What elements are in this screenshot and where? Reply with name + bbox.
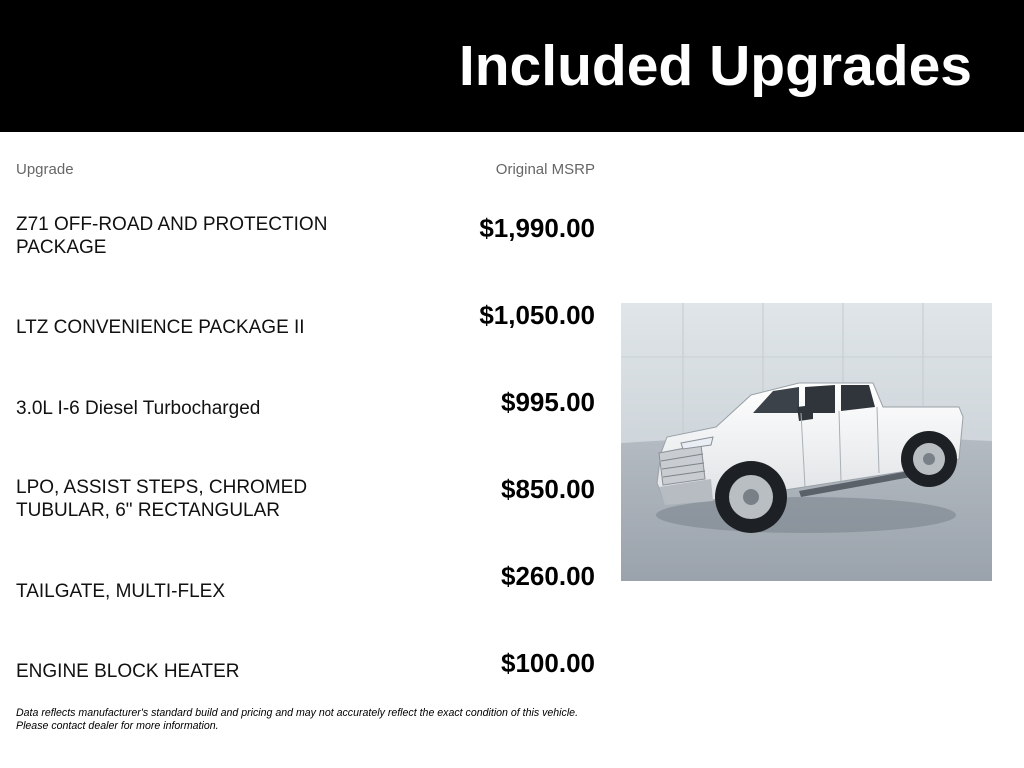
upgrade-price: $100.00	[501, 648, 595, 678]
upgrade-name: TAILGATE, MULTI-FLEX	[16, 581, 226, 602]
header-bar	[0, 0, 1024, 132]
upgrade-name: 3.0L I-6 Diesel Turbocharged	[16, 398, 261, 419]
upgrade-name: Z71 OFF-ROAD AND PROTECTION PACKAGE	[16, 214, 328, 258]
upgrade-price: $1,050.00	[479, 300, 595, 330]
disclaimer-line: Data reflects manufacturer's standard build and pricing and may not accurately reflect the exact condition of this vehicle.	[16, 707, 579, 719]
disclaimer-footnote	[16, 707, 616, 733]
truck-image	[621, 303, 992, 581]
upgrade-price: $850.00	[501, 474, 595, 504]
vehicle-photo	[621, 303, 992, 581]
column-header-msrp: Original MSRP	[495, 161, 595, 178]
upgrade-price: $1,990.00	[479, 213, 595, 243]
upgrade-name: LPO, ASSIST STEPS, CHROMED TUBULAR, 6" RECTANGULAR	[16, 477, 308, 521]
disclaimer-line: Please contact dealer for more information.	[16, 720, 219, 732]
upgrade-name: ENGINE BLOCK HEATER	[16, 661, 240, 682]
upgrade-price: $995.00	[501, 387, 595, 417]
column-header-upgrade: Upgrade	[16, 161, 74, 178]
page-title: Included Upgrades	[458, 34, 972, 98]
upgrade-price: $260.00	[501, 561, 595, 591]
upgrade-name: LTZ CONVENIENCE PACKAGE II	[16, 317, 305, 338]
